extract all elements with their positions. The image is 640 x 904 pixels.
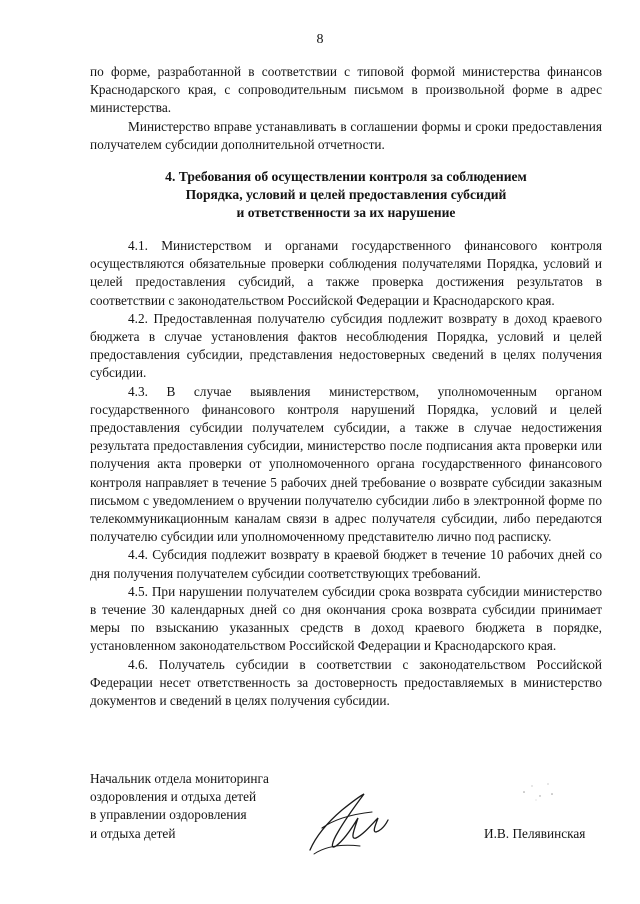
paragraph-4-2: 4.2. Предоставленная получателю субсидия подлежит возврату в доход краевого бюджета в случае установления фактов несоблюдения Порядка, условий и целей предоставления субсидии, представления недостоверных сведений в целях получения субсидии.: [90, 310, 602, 381]
section-heading: [90, 168, 602, 223]
paragraph-4-6: 4.6. Получатель субсидии в соответствии с законодательством Российской Федерации несет ответственность за достоверность предоставляемых в министерство документов и сведений в целях получения субсидии.: [90, 656, 602, 709]
signatory-position-line-2: оздоровления и отдыха детей: [90, 789, 257, 805]
handwritten-signature: [302, 788, 392, 858]
signatory-position-line-4: и отдыха детей: [90, 825, 176, 841]
signatory-name: И.В. Пелявинская: [484, 826, 586, 841]
scan-speckle: [518, 778, 558, 804]
section-heading-line-3: и ответственности за их нарушение: [236, 205, 456, 221]
intro-paragraph-1: по форме, разработанной в соответствии с типовой формой министерства финансов Краснодарского края, с сопроводительным письмом в произвольной форме в адрес министерства.: [90, 64, 602, 116]
paragraph-4-4: 4.4. Субсидия подлежит возврату в краевой бюджет в течение 10 рабочих дней со дня получения получателем субсидии соответствующих требований.: [90, 547, 602, 581]
signatory-position-line-1: Начальник отдела мониторинга: [90, 771, 269, 786]
paragraph-4-5: 4.5. При нарушении получателем субсидии срока возврата субсидии министерство в течение 30 календарных дней со дня окончания срока возврата субсидии принимает меры по взысканию указанных средств в доход краевого бюджета в порядке, установленном законодательством Российской Федерации и Краснодарского края.: [90, 583, 602, 654]
intro-text: [90, 63, 602, 154]
signatory-position: [90, 770, 269, 843]
section-heading-line-1: 4. Требования об осуществлении контроля за соблюдением: [165, 169, 527, 184]
signatory-position-line-3: в управлении оздоровления: [90, 807, 247, 823]
intro-paragraph-2: Министерство вправе устанавливать в соглашении формы и сроки предоставления получателем субсидии дополнительной отчетности.: [90, 118, 602, 152]
section-heading-line-2: Порядка, условий и целей предоставления субсидий: [185, 187, 507, 203]
paragraph-4-3: 4.3. В случае выявления министерством, уполномоченным органом государственного финансового контроля нарушений Порядка, условий и целей предоставления субсидии получателем субсидии, а также в случае недостижения результата предоставления субсидии, министерство после подписания акта проверки или получения акта проверки от уполномоченного органа государственного финансового контроля направляет в течение 5 рабочих дней требование о возврате субсидии заказным письмом с уведомлением о вручении получателю субсидии либо в электронной форме по телекоммуникационным каналам связи в адрес получателя субсидии, либо передаются получателю субсидии или уполномоченному представителю лично под расписку.: [90, 383, 602, 545]
page-number: 8: [316, 32, 324, 47]
section-body: [90, 237, 602, 710]
paragraph-4-1: 4.1. Министерством и органами государственного финансового контроля осуществляются обязательные проверки соблюдения получателями Порядка, условий и целей предоставления субсидий, а также проверка достижения результатов в соответствии с законодательством Российской Федерации и Краснодарского края.: [90, 238, 602, 308]
